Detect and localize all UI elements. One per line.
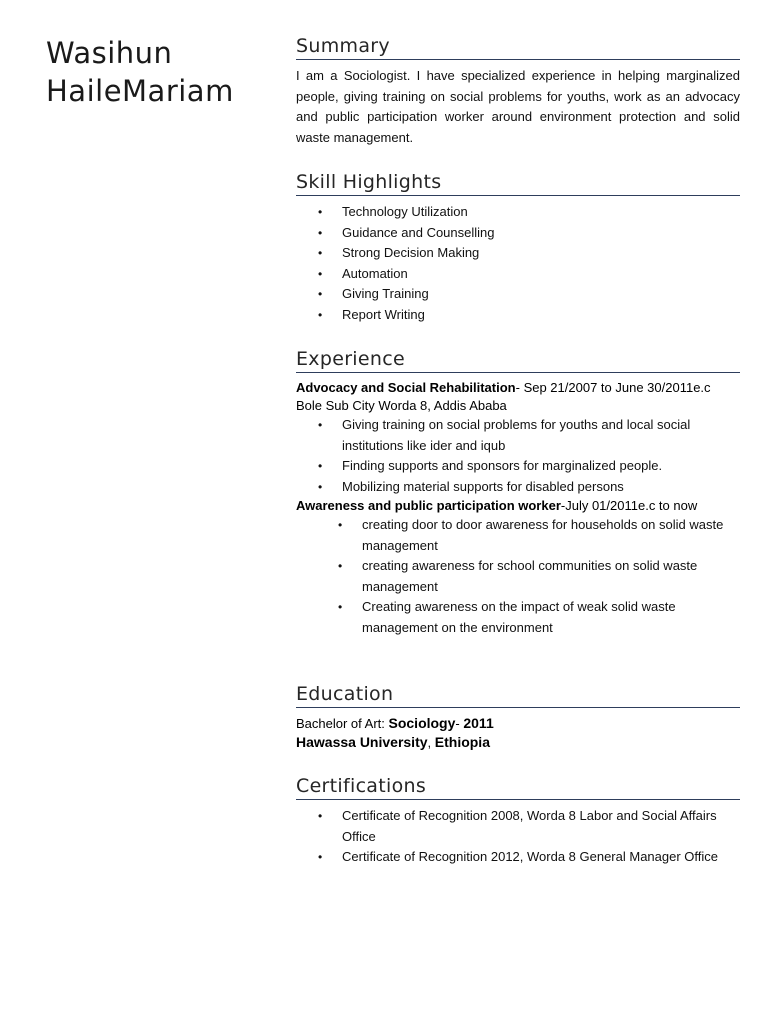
degree-field: Sociology xyxy=(388,715,456,731)
degree-year: 2011 xyxy=(463,715,494,731)
job-duty: • Mobilizing material supports for disabled persons xyxy=(342,477,740,498)
job-duty: • Finding supports and sponsors for marginalized people. xyxy=(342,456,740,477)
job-header xyxy=(296,497,740,515)
last-name: HaileMariam xyxy=(46,74,234,108)
resume-main-column xyxy=(296,34,740,868)
certifications-heading: Certifications xyxy=(296,774,740,800)
certification-item: • Certificate of Recognition 2008, Worda 8 Labor and Social Affairs Office xyxy=(318,808,717,844)
certifications-section xyxy=(296,774,740,868)
bullet-icon: • xyxy=(318,307,323,322)
bullet-icon: • xyxy=(318,205,323,219)
summary-section xyxy=(296,34,740,148)
education-degree: Bachelor of Art: Sociology- 2011 xyxy=(296,715,494,731)
bullet-icon: • xyxy=(318,850,323,864)
degree-label: Bachelor of Art: xyxy=(296,716,389,731)
bullet-icon: • xyxy=(318,246,323,260)
first-name: Wasihun xyxy=(46,36,173,70)
job-duty: • creating door to door awareness for households on solid waste management xyxy=(338,517,724,553)
skill-item: • Strong Decision Making xyxy=(342,243,740,264)
job-duties-list xyxy=(296,415,740,497)
bullet-icon: • xyxy=(338,559,343,573)
job-duties-list xyxy=(296,515,740,638)
skill-item: • Guidance and Counselling xyxy=(342,223,740,244)
bullet-icon: • xyxy=(318,266,323,281)
summary-heading: Summary xyxy=(296,34,740,60)
skills-heading: Skill Highlights xyxy=(296,170,740,196)
school-name: Hawassa University xyxy=(296,734,428,750)
bullet-icon: • xyxy=(318,225,323,240)
bullet-icon: • xyxy=(318,418,323,432)
job-duty: • creating awareness for school communities on solid waste management xyxy=(338,558,698,594)
bullet-icon: • xyxy=(318,479,323,494)
skills-list xyxy=(296,202,740,325)
summary-text: I am a Sociologist. I have specialized experience in helping marginalized people, giving training on social problems for youths, work as an advocacy and public participation worker around environment protection and solid waste management. xyxy=(296,68,740,145)
skills-section xyxy=(296,170,740,325)
experience-heading: Experience xyxy=(296,347,740,373)
bullet-icon: • xyxy=(318,809,323,823)
job-role: Advocacy and Social Rehabilitation xyxy=(296,380,516,395)
skill-item: • Automation xyxy=(342,264,740,285)
job-dates: - Sep 21/2007 to June 30/2011e.c xyxy=(515,380,711,395)
job-duty: • Creating awareness on the impact of weak solid waste management on the environment xyxy=(338,599,676,635)
education-school: Hawassa University, Ethiopia xyxy=(296,734,490,750)
experience-section xyxy=(296,347,740,638)
skill-item: • Technology Utilization xyxy=(342,202,740,223)
certifications-list xyxy=(296,806,740,868)
certification-item: • Certificate of Recognition 2012, Worda 8 General Manager Office xyxy=(342,847,740,868)
school-country: Ethiopia xyxy=(434,734,490,750)
job-header xyxy=(296,379,740,397)
job-role: Awareness and public participation worker xyxy=(296,498,561,513)
bullet-icon: • xyxy=(318,459,323,473)
job-dates: -July 01/2011e.c to now xyxy=(560,498,698,513)
job-duty: • Giving training on social problems for youths and local social institutions like ider and iqub xyxy=(318,417,691,453)
bullet-icon: • xyxy=(318,287,323,301)
job-location: Bole Sub City Worda 8, Addis Ababa xyxy=(296,398,507,413)
skill-item: • Report Writing xyxy=(342,305,740,326)
skill-item: • Giving Training xyxy=(342,284,740,305)
education-heading: Education xyxy=(296,682,740,708)
bullet-icon: • xyxy=(338,600,343,614)
bullet-icon: • xyxy=(338,518,343,532)
education-section xyxy=(296,682,740,752)
candidate-name xyxy=(46,34,266,110)
